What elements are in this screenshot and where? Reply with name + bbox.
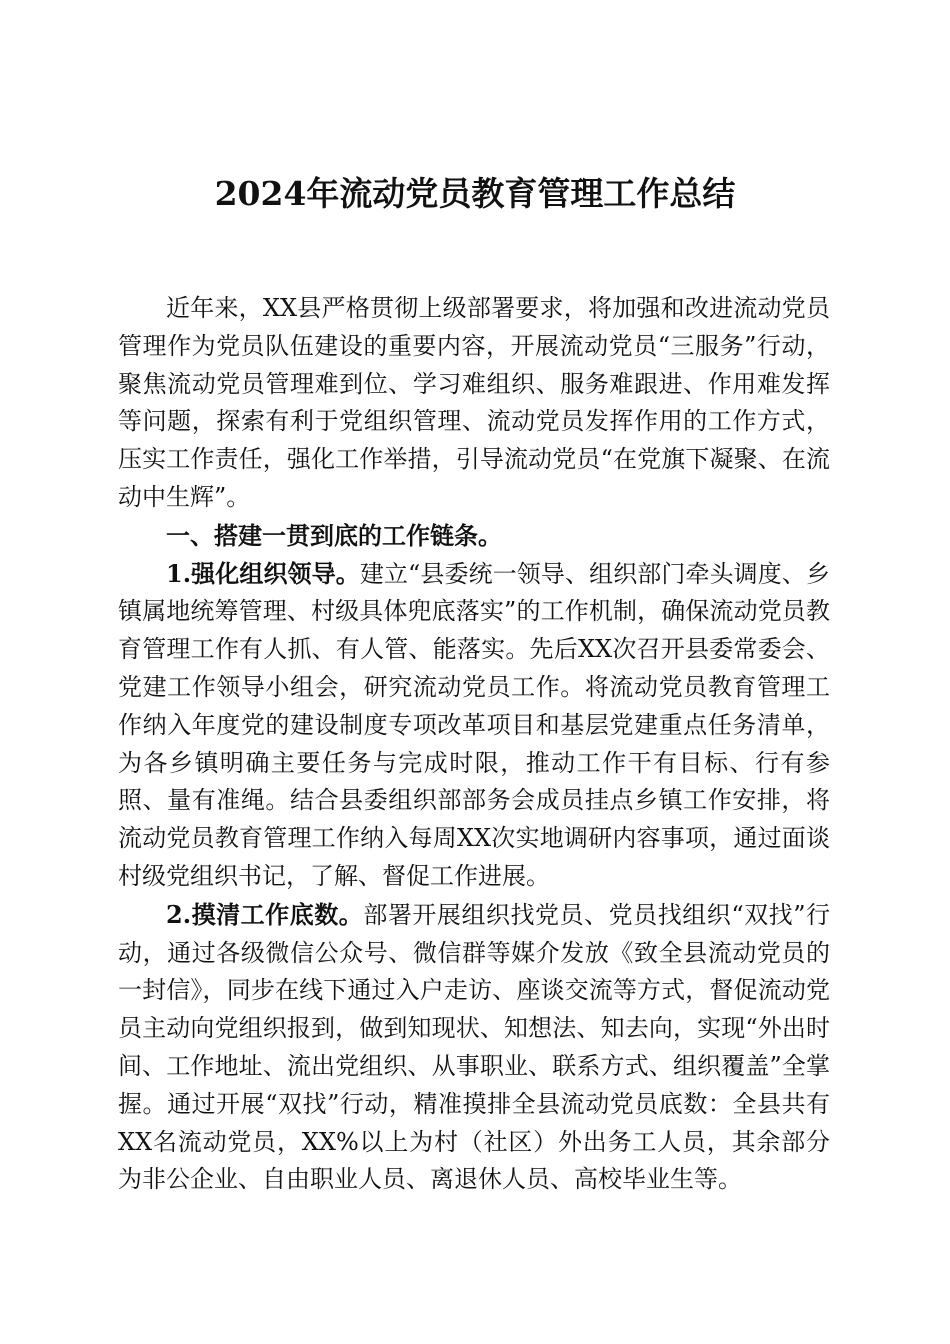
item-lead-2: 2.摸清工作底数。 [166, 899, 364, 929]
item-paragraph-2 [118, 896, 830, 1199]
section-heading-1: 一、搭建一贯到底的工作链条。 [166, 520, 502, 550]
item-text-1: 建立“县委统一领导、组织部门牵头调度、乡镇属地统筹管理、村级具体兜底落实”的工作机制，确保流动党员教育管理工作有人抓、有人管、能落实。先后XX次召开县委常委会、党建工作领导小组会，研究流动党员工作。将流动党员教育管理工作纳入年度党的建设制度专项改革项目和基层党建重点任务清单，为各乡镇明确主要任务与完成时限，推动工作干有目标、行有参照、量有准绳。结合县委组织部部务会成员挂点乡镇工作安排，将流动党员教育管理工作纳入每周XX次实地调研内容事项，通过面谈村级党组织书记，了解、督促工作进展。 [118, 559, 830, 890]
document-body [118, 290, 830, 1199]
item-lead-1: 1.强化组织领导。 [166, 558, 360, 588]
intro-paragraph: 近年来，XX县严格贯彻上级部署要求，将加强和改进流动党员管理作为党员队伍建设的重要内容，开展流动党员“三服务”行动，聚焦流动党员管理难到位、学习难组织、服务难跟进、作用难发挥等问题，探索有利于党组织管理、流动党员发挥作用的工作方式，压实工作责任，强化工作举措，引导流动党员“在党旗下凝聚、在流动中生辉”。 [118, 294, 830, 511]
item-text-2: 部署开展组织找党员、党员找组织“双找”行动，通过各级微信公众号、微信群等媒介发放《致全县流动党员的一封信》，同步在线下通过入户走访、座谈交流等方式，督促流动党员主动向党组织报到，做到知现状、知想法、知去向，实现“外出时间、工作地址、流出党组织、从事职业、联系方式、组织覆盖”全掌握。通过开展“双找”行动，精准摸排全县流动党员底数：全县共有XX名流动党员，XX%以上为村（社区）外出务工人员，其余部分为非公企业、自由职业人员、离退休人员、高校毕业生等。 [118, 900, 830, 1194]
item-paragraph-1 [118, 555, 830, 896]
document-title: 2024年流动党员教育管理工作总结 [214, 174, 736, 213]
